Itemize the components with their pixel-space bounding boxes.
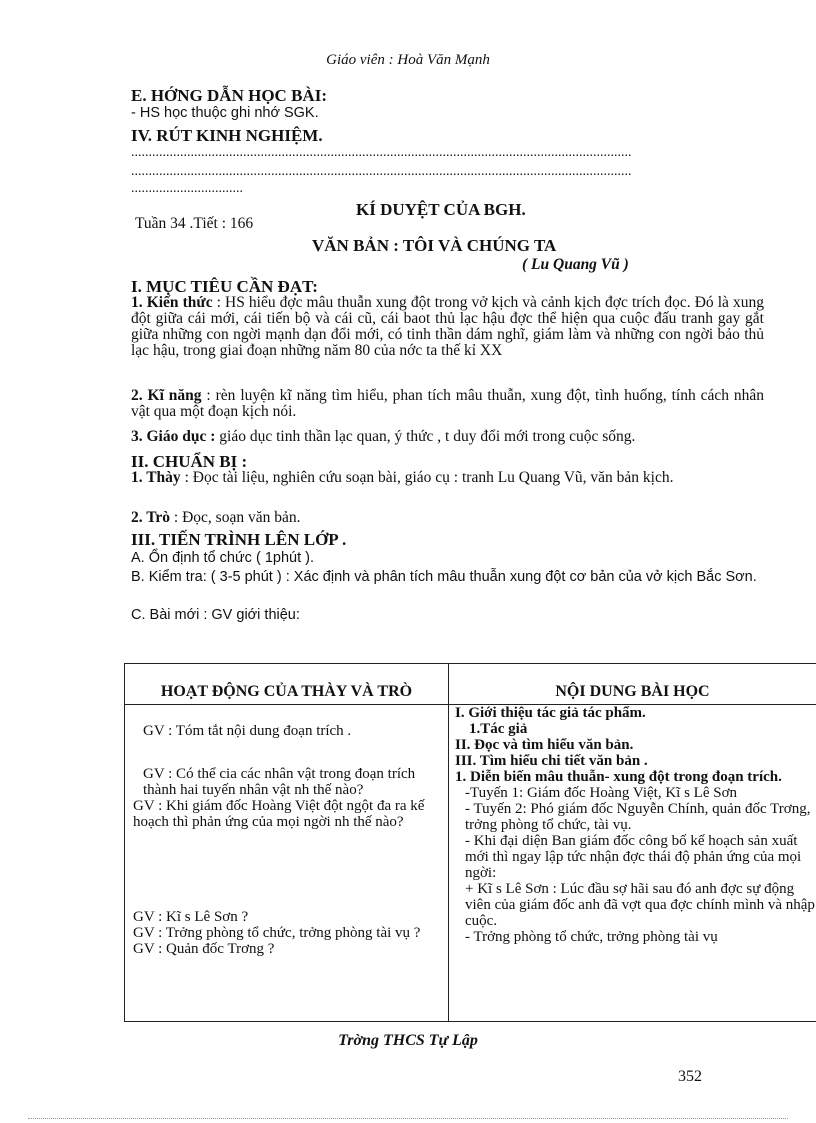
content-item: - Tuyến 2: Phó giám đốc Nguyễn Chính, quản đốc Trơng, trởng phòng tổ chức, tài vụ.: [465, 801, 811, 833]
objective-knowledge: [131, 295, 764, 359]
knowledge-text: : HS hiểu đợc mâu thuẫn xung đột trong vở kịch và cảnh kịch đợc trích đọc. Đó là xung đột giữa cái mới, cái tiến bộ và cái cũ, cái baot thủ lạc hậu đợc thể hiện qua cuộc đấu tranh gay gắt giữa những con ngời mạnh dạn đổi mới, có tinh thần dám nghĩ, giám làm và những con ngời bảo thủ lạc hậu, trong giai đoạn những năm 80 của nớc ta thế kỉ XX: [131, 294, 765, 359]
objective-education: [131, 429, 764, 445]
education-text: giáo dục tinh thần lạc quan, ý thức , t duy đổi mới trong cuộc sống.: [215, 428, 636, 445]
activity-item: GV : Trởng phòng tổ chức, trởng phòng tài vụ ?: [133, 925, 421, 941]
week-label: Tuần 34 .Tiết : 166: [135, 215, 254, 232]
content-item: III. Tìm hiểu chi tiết văn bản .: [455, 753, 648, 769]
process-a: A. Ổn định tổ chức ( 1phút ).: [131, 550, 314, 566]
col-activities-header: HOẠT ĐỘNG CỦA THÀY VÀ TRÒ: [125, 664, 449, 705]
lesson-table: [124, 663, 816, 1022]
section-iv-title: IV. RÚT KINH NGHIỆM.: [131, 126, 323, 145]
skill-label: 2. Kĩ năng: [131, 387, 202, 404]
content-item: + Kĩ s Lê Sơn : Lúc đầu sợ hãi sau đó anh đợc sự động viên của giám đốc anh đã vợt qua đợc chính mình và nhập cuộc.: [465, 881, 815, 929]
content-item: 1.Tác giả: [469, 721, 528, 737]
skill-text: : rèn luyện kĩ năng tìm hiểu, phan tích mâu thuẫn, xung đột, tình huống, tính cách nhân vật qua một đoạn kịch nói.: [131, 387, 765, 420]
lesson-author: ( Lu Quang Vũ ): [522, 256, 629, 273]
objectives-title: I. MỤC TIÊU CẦN ĐẠT:: [131, 277, 318, 296]
notes-dotted-line-2: ...............................................................................................................................................: [131, 164, 632, 179]
teacher-text: : Đọc tài liệu, nghiên cứu soạn bài, giáo cụ : tranh Lu Quang Vũ, văn bản kịch.: [180, 469, 674, 486]
content-item: -Tuyến 1: Giám đốc Hoàng Việt, Kĩ s Lê Sơn: [465, 785, 738, 801]
lesson-title: VĂN BẢN : TÔI VÀ CHÚNG TA: [312, 236, 557, 255]
process-b: B. Kiểm tra: ( 3-5 phút ) : Xác định và phân tích mâu thuẫn xung đột cơ bản của vở kịch Bắc Sơn.: [131, 569, 757, 585]
content-item: II. Đọc và tìm hiểu văn bản.: [455, 737, 634, 753]
page-footer: Trờng THCS Tự Lập: [338, 1032, 478, 1049]
education-label: 3. Giáo dục :: [131, 428, 216, 445]
activity-item: GV : Quản đốc Trơng ?: [133, 941, 275, 957]
student-text: : Đọc, soạn văn bản.: [170, 509, 301, 526]
page-header: Giáo viên : Hoà Văn Mạnh: [326, 52, 490, 68]
knowledge-label: 1. Kiến thức: [131, 294, 213, 311]
section-e-line: - HS học thuộc ghi nhớ SGK.: [131, 105, 319, 121]
content-item: 1. Diễn biến mâu thuẫn- xung đột trong đoạn trích.: [455, 769, 782, 785]
section-e-title: E. HỚNG DẪN HỌC BÀI:: [131, 86, 327, 105]
notes-dotted-line-3: ................................: [131, 181, 243, 196]
activity-item: GV : Tóm tắt nội dung đoạn trích .: [143, 723, 352, 739]
objective-skill: [131, 388, 764, 420]
activity-item: GV : Kĩ s Lê Sơn ?: [133, 909, 249, 925]
activities-cell: [125, 705, 449, 1022]
prep-student: [131, 510, 764, 526]
bottom-divider: [28, 1118, 788, 1119]
student-label: 2. Trò: [131, 509, 171, 526]
approval-heading: KÍ DUYỆT CỦA BGH.: [356, 200, 526, 219]
activity-item: GV : Có thể cia các nhân vật trong đoạn trích thành hai tuyến nhân vật nh thế nào?: [143, 766, 416, 798]
content-item: - Trởng phòng tổ chức, trởng phòng tài vụ: [465, 929, 718, 945]
process-title: III. TIẾN TRÌNH LÊN LỚP .: [131, 530, 347, 549]
activity-item: GV : Khi giám đốc Hoàng Việt đột ngột đa ra kế hoạch thì phản ứng của mọi ngời nh thế nào?: [133, 798, 425, 830]
prep-teacher: [131, 470, 764, 486]
content-item: I. Giới thiệu tác giả tác phẩm.: [455, 705, 646, 721]
col-content-header: NỘI DUNG BÀI HỌC: [449, 664, 816, 705]
notes-dotted-line-1: ...............................................................................................................................................: [131, 145, 632, 160]
content-cell: [449, 705, 816, 1022]
process-c: C. Bài mới : GV giới thiệu:: [131, 607, 300, 623]
prep-title: II. CHUẨN BỊ :: [131, 452, 248, 471]
page-number: 352: [678, 1068, 702, 1085]
teacher-label: 1. Thày: [131, 469, 181, 486]
content-item: - Khi đại diện Ban giám đốc công bố kế hoạch sản xuất mới thì ngay lập tức nhận đợc thái độ phản ứng của mọi ngời:: [465, 833, 802, 881]
